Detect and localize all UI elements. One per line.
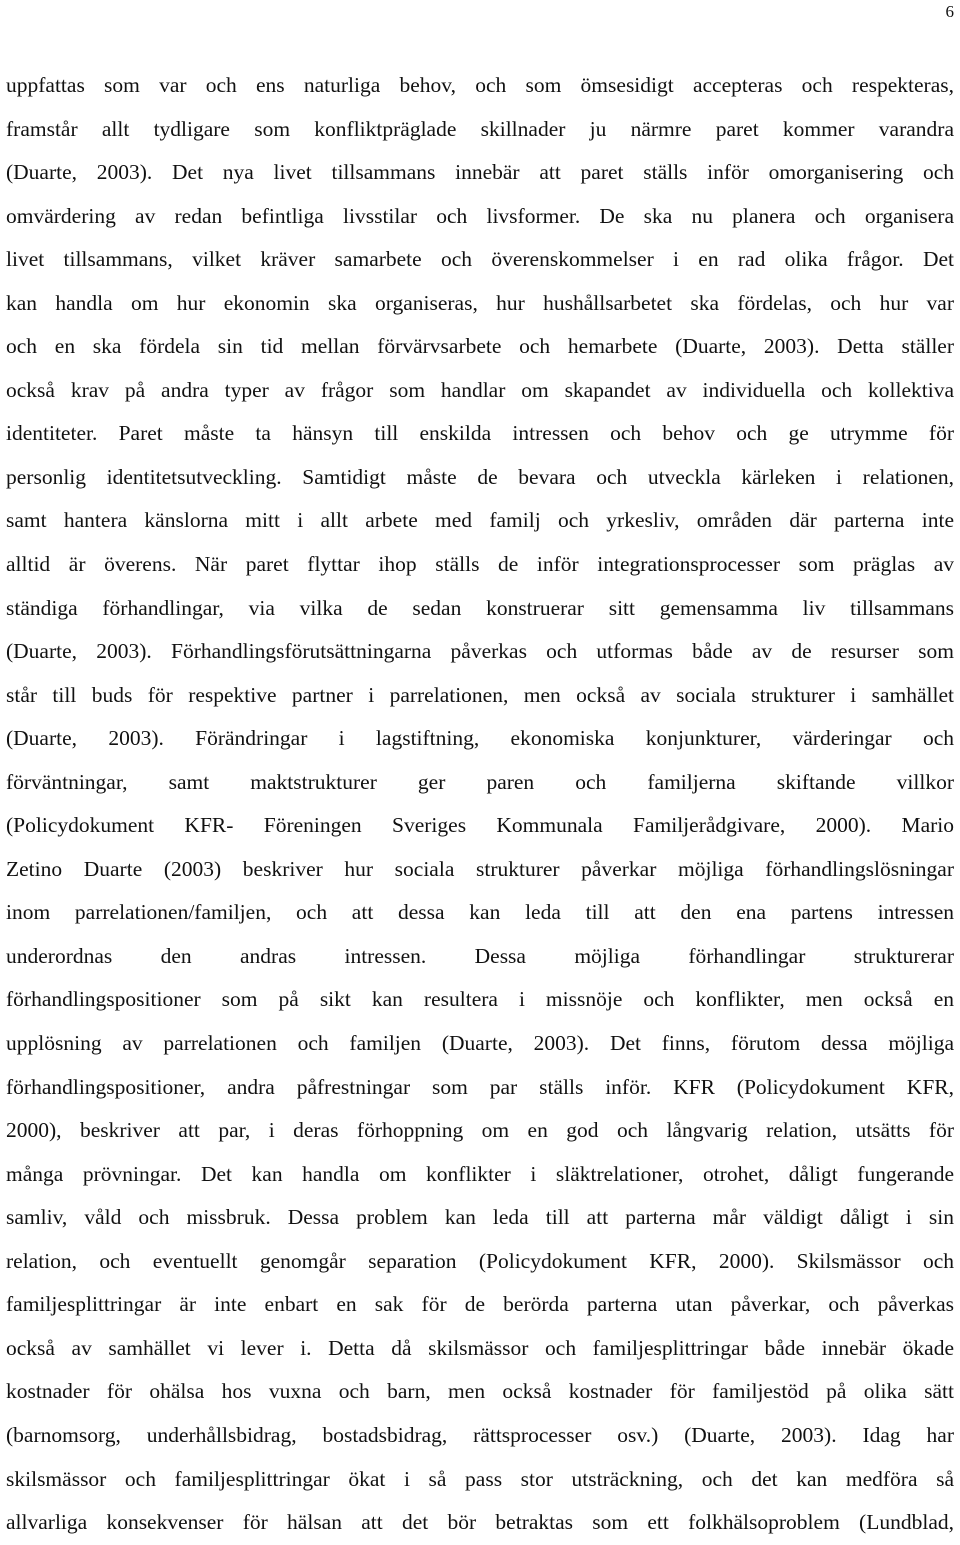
text-line: (Duarte, 2003). Förhandlingsförutsättningarna påverkas och utformas både av de resurser som [6,639,954,664]
text-line: relation, och eventuellt genomgår separation (Policydokument KFR, 2000). Skilsmässor och [6,1248,954,1273]
text-line: skilsmässor och familjesplittringar ökat i så pass stor utsträckning, och det kan medföra så [6,1466,954,1491]
text-line: Zetino Duarte (2003) beskriver hur sociala strukturer påverkar möjliga förhandlingslösningar [6,856,954,881]
text-line: omvärdering av redan befintliga livsstilar och livsformer. De ska nu planera och organisera [6,203,954,228]
text-line: familjesplittringar är inte enbart en sak för de berörda parterna utan påverkar, och påverkas [6,1292,954,1317]
text-line: samliv, våld och missbruk. Dessa problem kan leda till att parterna mår väldigt dåligt i sin [6,1205,954,1230]
text-line: står till buds för respektive partner i parrelationen, men också av sociala strukturer i samhället [6,682,954,707]
page-number: 6 [945,2,954,21]
text-line: också av samhället vi lever i. Detta då skilsmässor och familjesplittringar både innebär ökade [6,1335,954,1360]
text-line: (Duarte, 2003). Det nya livet tillsammans innebär att paret ställs inför omorganisering och [6,160,954,185]
text-line: framstår allt tydligare som konfliktpräglade skillnader ju närmre paret kommer varandra [6,116,954,141]
text-line: upplösning av parrelationen och familjen (Duarte, 2003). Det finns, förutom dessa möjliga [6,1031,954,1056]
text-line: (Duarte, 2003). Förändringar i lagstiftning, ekonomiska konjunkturer, värderingar och [6,726,954,751]
text-line: identiteter. Paret måste ta hänsyn till enskilda intressen och behov och ge utrymme för [6,421,954,446]
text-line: många prövningar. Det kan handla om konflikter i släktrelationer, otrohet, dåligt fungerande [6,1161,954,1186]
text-line: 2000), beskriver att par, i deras förhoppning om en god och långvarig relation, utsätts för [6,1118,954,1143]
text-line: (barnomsorg, underhållsbidrag, bostadsbidrag, rättsprocesser osv.) (Duarte, 2003). Idag har [6,1422,954,1447]
text-line: kostnader för ohälsa hos vuxna och barn, men också kostnader för familjestöd på olika sätt [6,1379,954,1404]
text-line: också krav på andra typer av frågor som handlar om skapandet av individuella och kollektiva [6,377,954,402]
text-line: underordnas den andras intressen. Dessa möjliga förhandlingar strukturerar [6,943,954,968]
text-line: ständiga förhandlingar, via vilka de sedan konstruerar sitt gemensamma liv tillsammans [6,595,954,620]
text-line: och en ska fördela sin tid mellan förvärvsarbete och hemarbete (Duarte, 2003). Detta ställer [6,334,954,359]
text-line: förväntningar, samt maktstrukturer ger paren och familjerna skiftande villkor [6,769,954,794]
text-line: allvarliga konsekvenser för hälsan att det bör betraktas som ett folkhälsoproblem (Lundblad, [6,1510,954,1535]
text-line: (Policydokument KFR- Föreningen Sveriges Kommunala Familjerådgivare, 2000). Mario [6,813,954,838]
text-line: livet tillsammans, vilket kräver samarbete och överenskommelser i en rad olika frågor. Det [6,247,954,272]
body-paragraph [6,64,954,1545]
text-line: uppfattas som var och ens naturliga behov, och som ömsesidigt accepteras och respekteras, [6,73,954,97]
text-line: samt hantera känslorna mitt i allt arbete med familj och yrkesliv, områden där parterna inte [6,508,954,533]
text-line: personlig identitetsutveckling. Samtidigt måste de bevara och utveckla kärleken i relationen, [6,464,954,489]
text-line: alltid är överens. När paret flyttar ihop ställs de inför integrationsprocesser som präglas av [6,552,954,577]
text-line: kan handla om hur ekonomin ska organiseras, hur hushållsarbetet ska fördelas, och hur var [6,290,954,315]
text-line: inom parrelationen/familjen, och att dessa kan leda till att den ena partens intressen [6,900,954,925]
text-line: förhandlingspositioner som på sikt kan resultera i missnöje och konflikter, men också en [6,987,954,1012]
text-line: förhandlingspositioner, andra påfrestningar som par ställs inför. KFR (Policydokument KFR, [6,1074,954,1099]
